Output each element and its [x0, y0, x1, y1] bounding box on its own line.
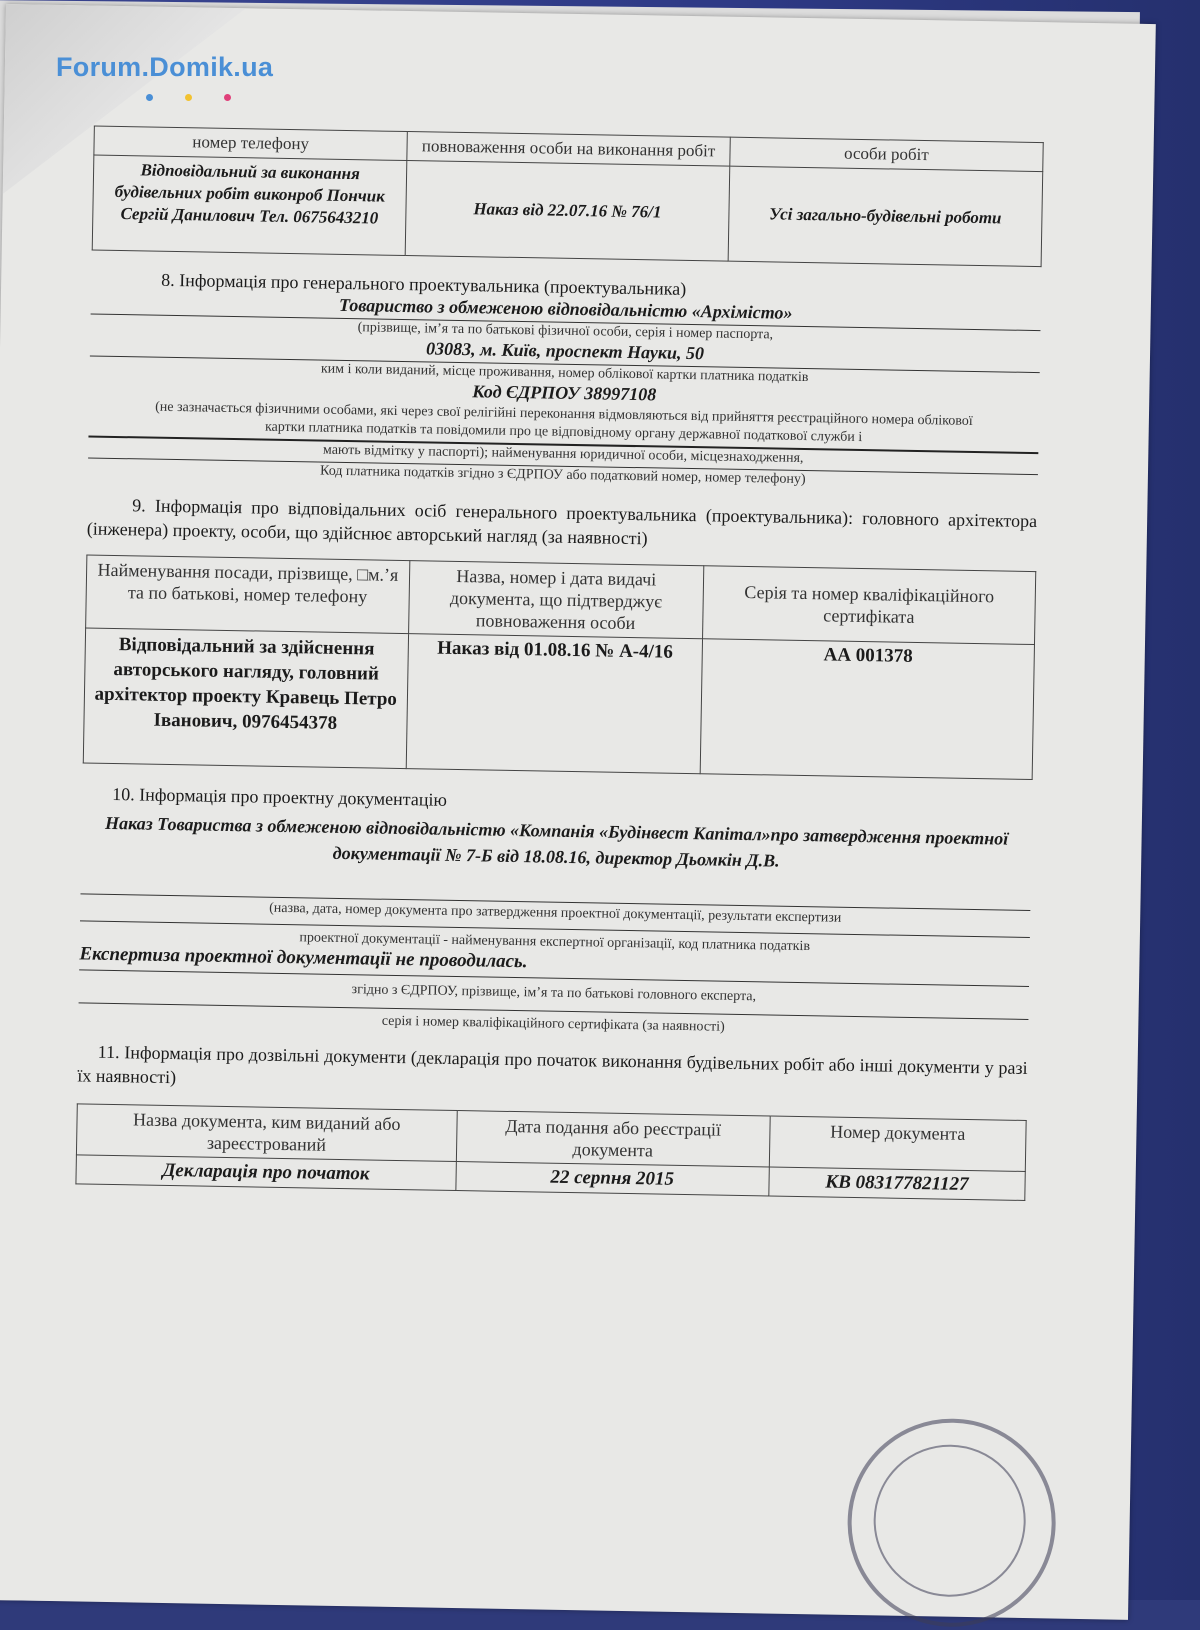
doc-name-cell: Декларація про початок	[76, 1155, 456, 1191]
caption: Код платника податків згідно з ЄДРПОУ або податковий номер, номер телефону)	[319, 463, 806, 488]
doc-date-cell: 22 серпня 2015	[455, 1162, 769, 1196]
header-cell: Назва документа, ким виданий або зареєстрований	[76, 1104, 456, 1162]
project-doc-text: Наказ Товариства з обмеженою відповідальністю «Компанія «Будінвест Капітал»про затвердження проектної документації № 7-Б від 18.08.16, директор Дьомкін Д.В.	[104, 812, 1009, 871]
authority-cell: Наказ від 01.08.16 № А-4/16	[406, 634, 702, 774]
header-cell: особи робіт	[730, 137, 1044, 171]
person-cell: Відповідальний за здійснення авторського нагляду, головний архітектор проекту Кравець Петро Іванович, 0976454378	[83, 628, 408, 769]
caption: (прізвище, ім’я та по батькові фізичної особи, серія і номер паспорта,	[357, 320, 774, 343]
section-10-title: 10. Інформація про проектну документацію	[112, 783, 448, 810]
watermark-logo: Forum.Domik.ua	[56, 52, 274, 82]
header-cell: Серія та номер кваліфікаційного сертифіката	[702, 566, 1035, 645]
header-cell: номер телефону	[94, 126, 408, 160]
caption: згідно з ЄДРПОУ, прізвище, ім’я та по батькові головного експерта,	[79, 970, 1029, 1020]
header-cell: Назва, номер і дата видачі документа, що підтверджує повноваження особи	[408, 561, 703, 639]
cert-cell: АА 001378	[700, 639, 1034, 780]
header-cell: Номер документа	[769, 1116, 1026, 1171]
dot-icon	[146, 94, 153, 101]
caption: проектної документації - найменування експертної організації, код платника податків	[299, 930, 811, 955]
header-cell: повноваження особи на виконання робіт	[407, 132, 730, 167]
table-row	[83, 628, 1034, 780]
caption: мають відмітку у паспорті); найменування юридичної особи, місцезнаходження,	[88, 438, 1038, 476]
permit-docs-table	[75, 1103, 1026, 1201]
table-row	[92, 155, 1043, 267]
caption: ким і коли виданий, місце проживання, номер облікової картки платника податків	[320, 361, 809, 386]
header-cell: Дата подання або реєстрації документа	[456, 1111, 770, 1167]
header-cell: Найменування посади, прізвище, □м.’я та по батькові, номер телефону	[86, 555, 410, 634]
authority-cell: Наказ від 22.07.16 № 76/1	[405, 161, 729, 262]
caption: (назва, дата, номер документа про затвердження проектної документації, результати експертизи	[80, 894, 1030, 938]
document-page	[0, 4, 1156, 1620]
expertise-text: Експертиза проектної документації не проводилась.	[79, 943, 1029, 987]
designer-address: 03083, м. Київ, проспект Науки, 50	[90, 333, 1040, 374]
section-8-title: 8. Інформація про генерального проектувальника (проектувальника)	[161, 269, 687, 299]
designer-org: Товариство з обмеженою відповідальністю «Архімісто»	[91, 291, 1041, 332]
person-cell: Відповідальний за виконання будівельних робіт виконроб Пончик Сергій Данилович Тел. 0675643210	[92, 155, 407, 255]
section-11-title: 11. Інформація про дозвільні документи (декларація про початок виконання будівельних робіт або інші документи у разі їх наявності)	[77, 1041, 1028, 1088]
dot-icon	[224, 94, 231, 101]
designer-code: Код ЄДРПОУ 38997108	[472, 381, 657, 405]
section-9-title: 9. Інформація про відповідальних осіб генерального проектувальника (проектувальника): головного архітектора (інженера) проекту, особи, що здійснює авторський нагляд (за наявності)	[86, 495, 1038, 549]
works-cell: Усі загально-будівельні роботи	[728, 166, 1043, 266]
watermark-dots-icon	[146, 88, 263, 106]
responsible-persons-table	[92, 126, 1044, 268]
document-content	[75, 126, 1043, 1201]
doc-number-cell: КВ 083177821127	[769, 1167, 1026, 1200]
designer-persons-table	[83, 554, 1037, 780]
caption: серія і номер кваліфікаційного сертифіката (за наявності)	[381, 1013, 725, 1035]
dot-icon	[185, 94, 192, 101]
official-stamp-icon	[846, 1417, 1058, 1629]
caption: (не зазначається фізичними особами, які через свої релігійні переконання відмовляються від прийняття реєстраційного номера облікової картки платника податків та повідомили про це відповідному органу державної податкової служби і	[88, 398, 1039, 455]
